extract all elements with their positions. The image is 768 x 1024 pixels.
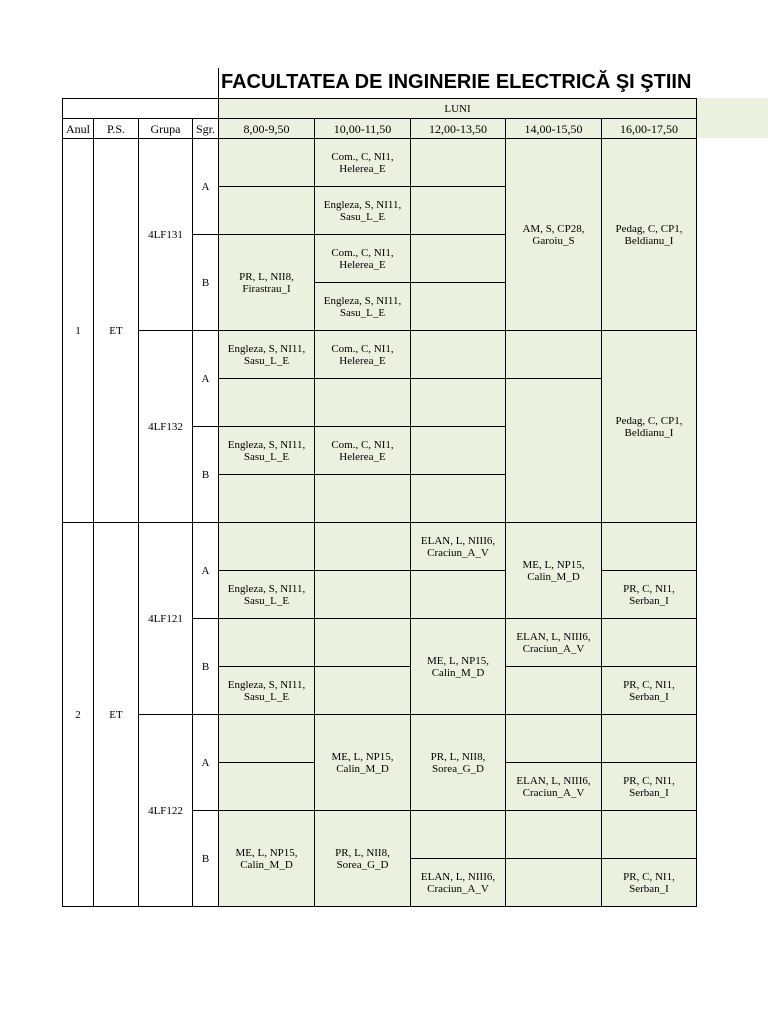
empty-cell — [411, 139, 506, 187]
empty-cell — [602, 523, 697, 571]
year-1-anul: 1 — [63, 139, 94, 523]
course-cell: ELAN, L, NIII6, Craciun_A_V — [506, 619, 602, 667]
empty-cell — [219, 523, 315, 571]
slot-header-2: 10,00-11,50 — [315, 119, 411, 139]
course-cell: Pedag, C, CP1, Beldianu_I — [602, 139, 697, 331]
year-1-ps: ET — [94, 139, 139, 523]
subgroup-b: B — [193, 811, 219, 907]
empty-cell — [602, 715, 697, 763]
slot-header-3: 12,00-13,50 — [411, 119, 506, 139]
header-row-day — [63, 99, 697, 119]
empty-cell — [219, 139, 315, 187]
year-2-anul: 2 — [63, 523, 94, 907]
empty-cell — [219, 715, 315, 763]
group-4lf122: 4LF122 — [139, 715, 193, 907]
empty-cell — [315, 619, 411, 667]
course-cell: PR, C, NI1, Serban_I — [602, 859, 697, 907]
empty-cell — [315, 379, 411, 427]
col-header-grupa: Grupa — [139, 119, 193, 139]
course-cell: Engleza, S, NI11, Sasu_L_E — [219, 571, 315, 619]
empty-cell — [411, 475, 506, 523]
col-header-sgr: Sgr. — [193, 119, 219, 139]
course-cell: Com., C, NI1, Helerea_E — [315, 331, 411, 379]
empty-cell — [506, 667, 602, 715]
subgroup-a: A — [193, 331, 219, 427]
course-cell: ME, L, NP15, Calin_M_D — [506, 523, 602, 619]
slot-header-5: 16,00-17,50 — [602, 119, 697, 139]
empty-cell — [411, 379, 506, 427]
slot-header-1: 8,00-9,50 — [219, 119, 315, 139]
col-header-ps: P.S. — [94, 119, 139, 139]
empty-cell — [219, 619, 315, 667]
course-cell: Engleza, S, NI11, Sasu_L_E — [219, 667, 315, 715]
group-4lf131: 4LF131 — [139, 139, 193, 331]
subgroup-a: A — [193, 523, 219, 619]
schedule-table — [62, 98, 697, 907]
empty-cell — [506, 859, 602, 907]
course-cell: PR, L, NII8, Sorea_G_D — [411, 715, 506, 811]
empty-cell — [411, 427, 506, 475]
course-cell: PR, C, NI1, Serban_I — [602, 763, 697, 811]
header-fill-extension — [696, 98, 768, 138]
empty-cell — [602, 811, 697, 859]
subgroup-b: B — [193, 235, 219, 331]
empty-cell — [219, 379, 315, 427]
group-4lf121: 4LF121 — [139, 523, 193, 715]
header-blank — [63, 99, 219, 119]
empty-cell — [315, 523, 411, 571]
course-cell: Com., C, NI1, Helerea_E — [315, 427, 411, 475]
course-cell: Engleza, S, NI11, Sasu_L_E — [315, 187, 411, 235]
course-cell: Engleza, S, NI11, Sasu_L_E — [219, 331, 315, 379]
course-cell: ME, L, NP15, Calin_M_D — [411, 619, 506, 715]
empty-cell — [506, 379, 602, 523]
course-cell: Engleza, S, NI11, Sasu_L_E — [219, 427, 315, 475]
course-cell: Engleza, S, NI11, Sasu_L_E — [315, 283, 411, 331]
course-cell: Pedag, C, CP1, Beldianu_I — [602, 331, 697, 523]
header-row-columns — [63, 119, 697, 139]
title-area — [218, 68, 697, 98]
group-4lf132: 4LF132 — [139, 331, 193, 523]
empty-cell — [411, 235, 506, 283]
course-cell: PR, C, NI1, Serban_I — [602, 571, 697, 619]
course-cell: PR, L, NII8, Firastrau_I — [219, 235, 315, 331]
course-cell: ELAN, L, NIII6, Craciun_A_V — [506, 763, 602, 811]
day-header: LUNI — [219, 99, 697, 119]
empty-cell — [411, 811, 506, 859]
empty-cell — [506, 331, 602, 379]
faculty-title: FACULTATEA DE INGINERIE ELECTRICĂ ŞI ŞTIIN — [221, 71, 692, 93]
slot-header-4: 14,00-15,50 — [506, 119, 602, 139]
course-cell: ME, L, NP15, Calin_M_D — [219, 811, 315, 907]
col-header-anul: Anul — [63, 119, 94, 139]
empty-cell — [506, 811, 602, 859]
empty-cell — [315, 475, 411, 523]
course-cell: AM, S, CP28, Garoiu_S — [506, 139, 602, 331]
course-cell: PR, C, NI1, Serban_I — [602, 667, 697, 715]
subgroup-b: B — [193, 619, 219, 715]
empty-cell — [219, 763, 315, 811]
course-cell: ME, L, NP15, Calin_M_D — [315, 715, 411, 811]
empty-cell — [219, 475, 315, 523]
subgroup-b: B — [193, 427, 219, 523]
subgroup-a: A — [193, 139, 219, 235]
course-cell: Com., C, NI1, Helerea_E — [315, 139, 411, 187]
course-cell: Com., C, NI1, Helerea_E — [315, 235, 411, 283]
empty-cell — [411, 331, 506, 379]
subgroup-a: A — [193, 715, 219, 811]
empty-cell — [506, 715, 602, 763]
empty-cell — [315, 571, 411, 619]
course-cell: ELAN, L, NIII6, Craciun_A_V — [411, 859, 506, 907]
year-2-ps: ET — [94, 523, 139, 907]
empty-cell — [411, 283, 506, 331]
empty-cell — [602, 619, 697, 667]
course-cell: PR, L, NII8, Sorea_G_D — [315, 811, 411, 907]
empty-cell — [315, 667, 411, 715]
empty-cell — [219, 187, 315, 235]
course-cell: ELAN, L, NIII6, Craciun_A_V — [411, 523, 506, 571]
empty-cell — [411, 571, 506, 619]
empty-cell — [411, 187, 506, 235]
